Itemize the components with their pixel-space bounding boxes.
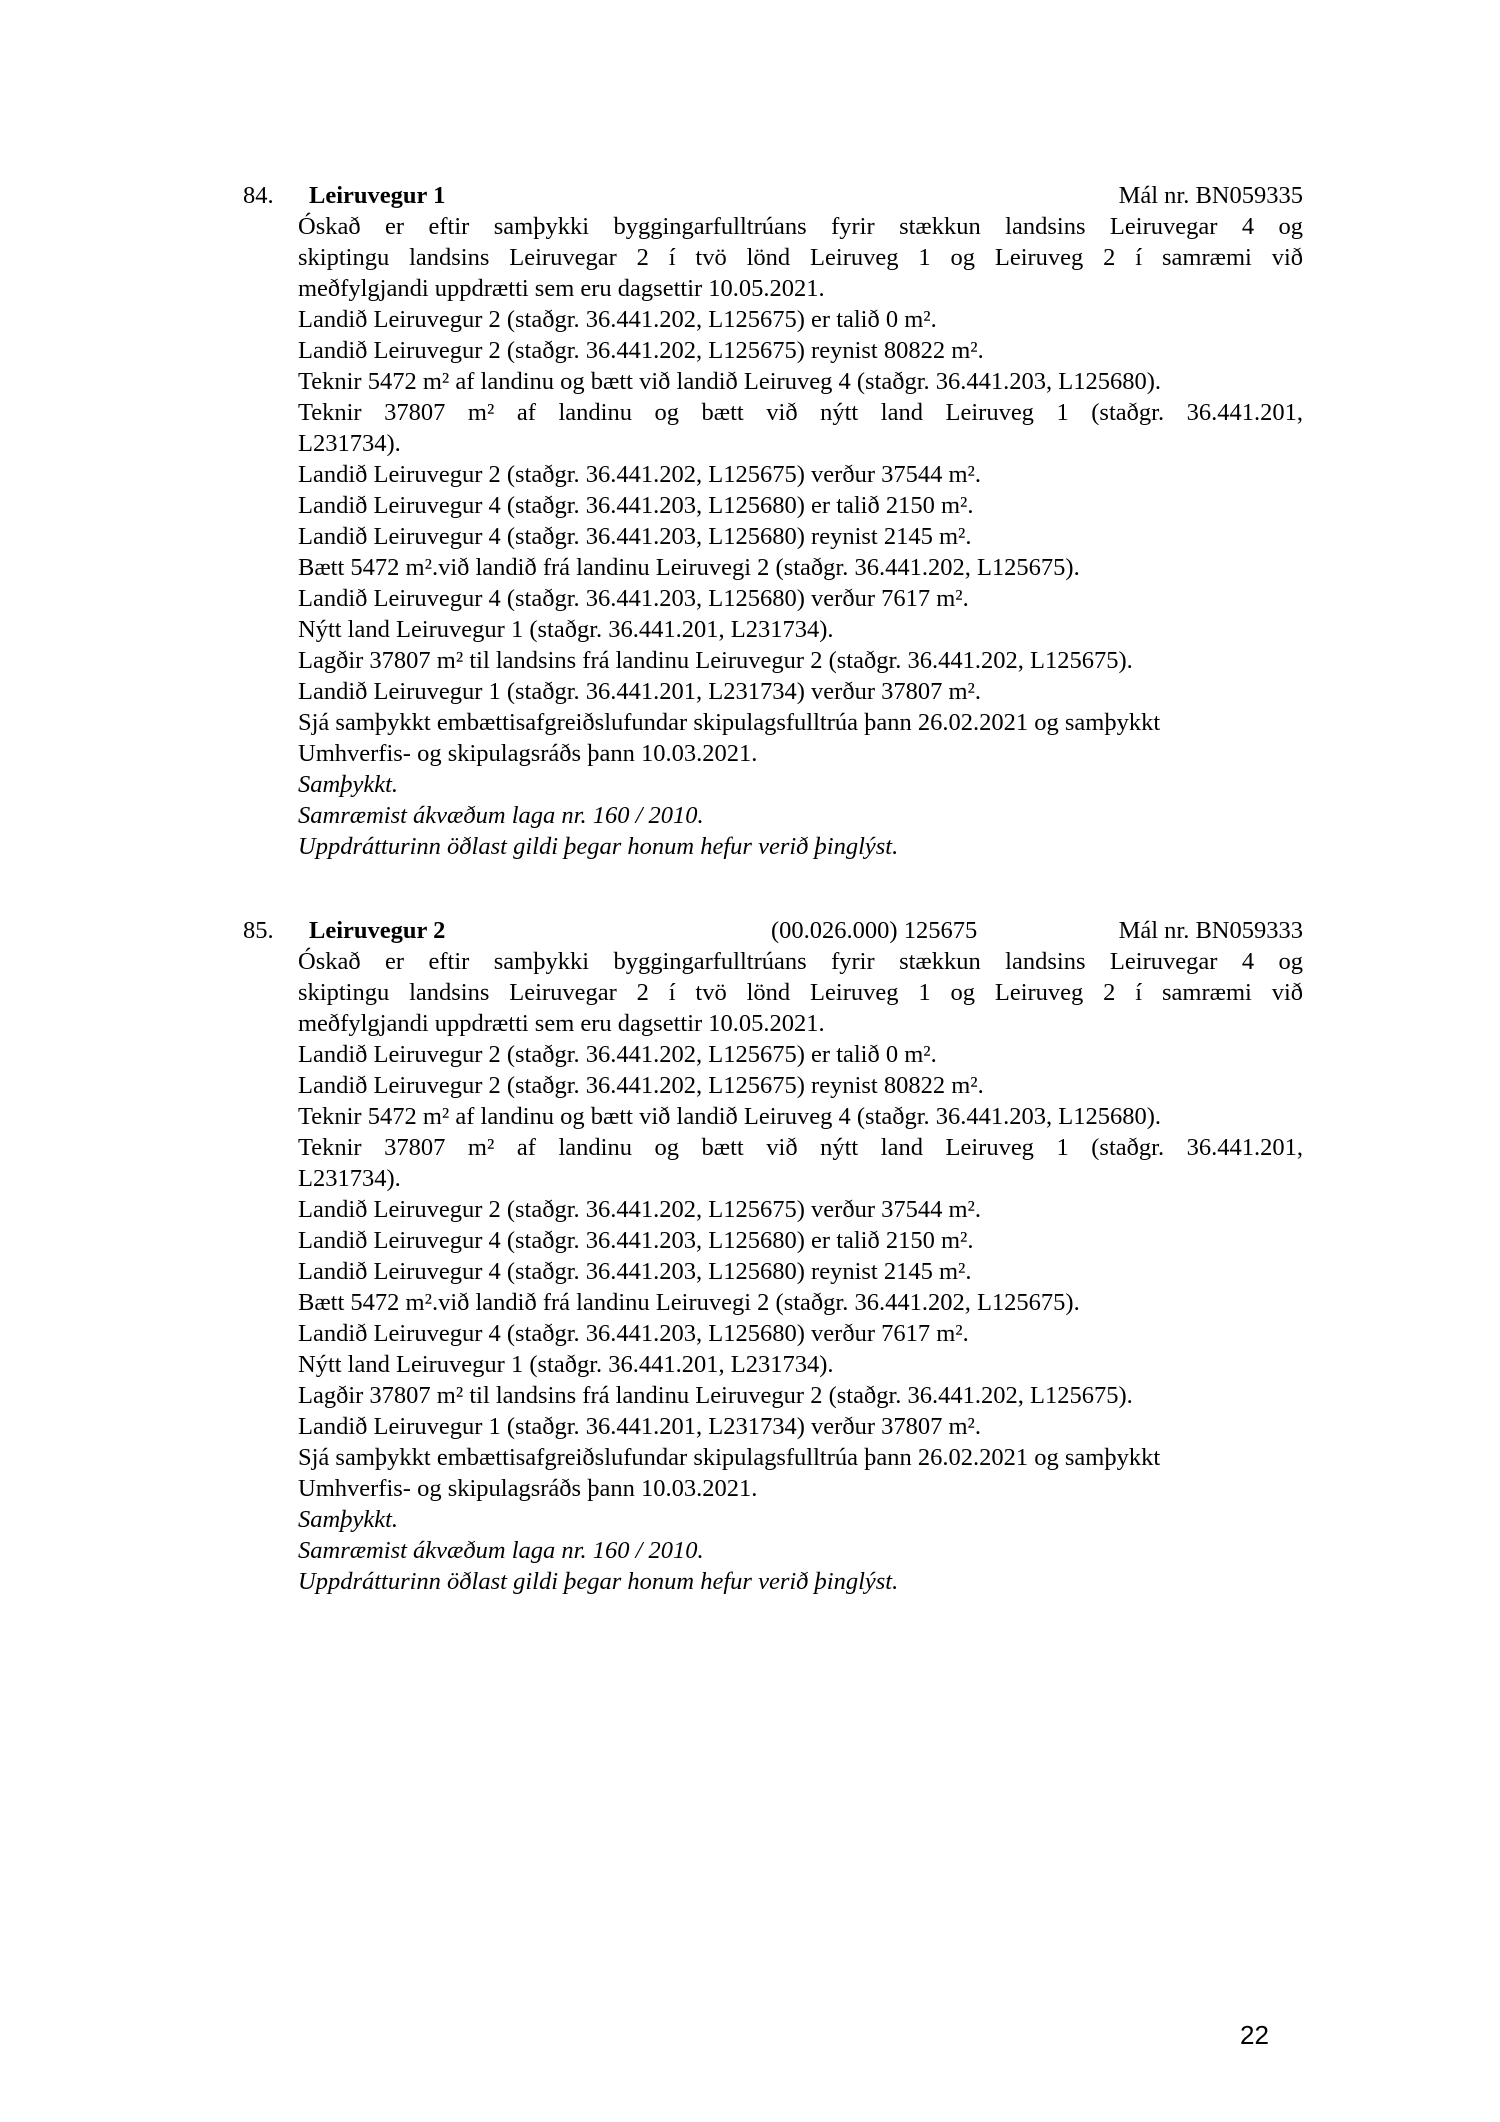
- body-line: Landið Leiruvegur 4 (staðgr. 36.441.203, L125680) verður 7617 m².: [298, 585, 969, 612]
- body-line: L231734).: [298, 1165, 401, 1192]
- body-line: Landið Leiruvegur 2 (staðgr. 36.441.202, L125675) verður 37544 m².: [298, 1196, 982, 1223]
- body-line: meðfylgjandi uppdrætti sem eru dagsettir 10.05.2021.: [298, 275, 825, 302]
- case-number: 85.: [243, 917, 274, 944]
- body-line: Landið Leiruvegur 4 (staðgr. 36.441.203, L125680) reynist 2145 m².: [298, 1258, 972, 1285]
- body-line: Óskað er eftir samþykki byggingarfulltrúans fyrir stækkun landsins Leiruvegar 4 og: [298, 213, 1303, 240]
- case-entry-85: [243, 915, 1303, 1597]
- case-body: [298, 211, 1303, 862]
- body-line: Sjá samþykkt embættisafgreiðslufundar skipulagsfulltrúa þann 26.02.2021 og samþykkt: [298, 1444, 1161, 1471]
- decision-line: Samræmist ákvæðum laga nr. 160 / 2010.: [298, 1537, 704, 1564]
- body-line: Landið Leiruvegur 2 (staðgr. 36.441.202, L125675) er talið 0 m².: [298, 306, 937, 333]
- case-header: [243, 180, 1303, 211]
- body-line: Landið Leiruvegur 2 (staðgr. 36.441.202, L125675) reynist 80822 m².: [298, 337, 984, 364]
- body-line: Landið Leiruvegur 2 (staðgr. 36.441.202, L125675) reynist 80822 m².: [298, 1072, 984, 1099]
- body-line: Bætt 5472 m².við landið frá landinu Leiruvegi 2 (staðgr. 36.441.202, L125675).: [298, 554, 1080, 581]
- case-file-number: Mál nr. BN059333: [1118, 917, 1303, 944]
- body-line: Landið Leiruvegur 4 (staðgr. 36.441.203, L125680) verður 7617 m².: [298, 1320, 969, 1347]
- body-line: Landið Leiruvegur 4 (staðgr. 36.441.203, L125680) reynist 2145 m².: [298, 523, 972, 550]
- body-line: meðfylgjandi uppdrætti sem eru dagsettir 10.05.2021.: [298, 1010, 825, 1037]
- body-line: Lagðir 37807 m² til landsins frá landinu Leiruvegur 2 (staðgr. 36.441.202, L125675).: [298, 647, 1133, 674]
- body-line: Umhverfis- og skipulagsráðs þann 10.03.2021.: [298, 1475, 758, 1502]
- case-address: Leiruvegur 1: [309, 182, 446, 209]
- case-body: [298, 946, 1303, 1597]
- body-line: Landið Leiruvegur 1 (staðgr. 36.441.201, L231734) verður 37807 m².: [298, 1413, 982, 1440]
- body-line: Sjá samþykkt embættisafgreiðslufundar skipulagsfulltrúa þann 26.02.2021 og samþykkt: [298, 709, 1161, 736]
- page-number: 22: [1240, 2020, 1269, 2050]
- body-line: Nýtt land Leiruvegur 1 (staðgr. 36.441.201, L231734).: [298, 616, 834, 643]
- body-line: L231734).: [298, 430, 401, 457]
- body-line: Teknir 37807 m² af landinu og bætt við nýtt land Leiruveg 1 (staðgr. 36.441.201,: [298, 399, 1303, 426]
- body-line: Lagðir 37807 m² til landsins frá landinu Leiruvegur 2 (staðgr. 36.441.202, L125675).: [298, 1382, 1133, 1409]
- case-header: [243, 915, 1303, 946]
- body-line: Landið Leiruvegur 1 (staðgr. 36.441.201, L231734) verður 37807 m².: [298, 678, 982, 705]
- case-file-number: Mál nr. BN059335: [1118, 182, 1303, 209]
- case-entry-84: [243, 180, 1303, 862]
- case-address: Leiruvegur 2: [309, 917, 446, 944]
- body-line: Teknir 5472 m² af landinu og bætt við landið Leiruveg 4 (staðgr. 36.441.203, L125680).: [298, 368, 1162, 395]
- body-line: Landið Leiruvegur 2 (staðgr. 36.441.202, L125675) er talið 0 m².: [298, 1041, 937, 1068]
- decision-line: Uppdrátturinn öðlast gildi þegar honum hefur verið þinglýst.: [298, 833, 899, 860]
- body-line: Teknir 37807 m² af landinu og bætt við nýtt land Leiruveg 1 (staðgr. 36.441.201,: [298, 1134, 1303, 1161]
- decision-line: Uppdrátturinn öðlast gildi þegar honum hefur verið þinglýst.: [298, 1568, 899, 1595]
- body-line: skiptingu landsins Leiruvegar 2 í tvö lönd Leiruveg 1 og Leiruveg 2 í samræmi við: [298, 244, 1303, 271]
- body-line: Umhverfis- og skipulagsráðs þann 10.03.2021.: [298, 740, 758, 767]
- body-line: Óskað er eftir samþykki byggingarfulltrúans fyrir stækkun landsins Leiruvegar 4 og: [298, 948, 1303, 975]
- decision-line: Samþykkt.: [298, 771, 398, 798]
- body-line: skiptingu landsins Leiruvegar 2 í tvö lönd Leiruveg 1 og Leiruveg 2 í samræmi við: [298, 979, 1303, 1006]
- case-land-id: (00.026.000) 125675: [771, 917, 978, 944]
- decision-line: Samþykkt.: [298, 1506, 398, 1533]
- body-line: Bætt 5472 m².við landið frá landinu Leiruvegi 2 (staðgr. 36.441.202, L125675).: [298, 1289, 1080, 1316]
- body-line: Landið Leiruvegur 2 (staðgr. 36.441.202, L125675) verður 37544 m².: [298, 461, 982, 488]
- case-number: 84.: [243, 182, 274, 209]
- decision-line: Samræmist ákvæðum laga nr. 160 / 2010.: [298, 802, 704, 829]
- body-line: Landið Leiruvegur 4 (staðgr. 36.441.203, L125680) er talið 2150 m².: [298, 1227, 974, 1254]
- body-line: Teknir 5472 m² af landinu og bætt við landið Leiruveg 4 (staðgr. 36.441.203, L125680).: [298, 1103, 1162, 1130]
- body-line: Landið Leiruvegur 4 (staðgr. 36.441.203, L125680) er talið 2150 m².: [298, 492, 974, 519]
- body-line: Nýtt land Leiruvegur 1 (staðgr. 36.441.201, L231734).: [298, 1351, 834, 1378]
